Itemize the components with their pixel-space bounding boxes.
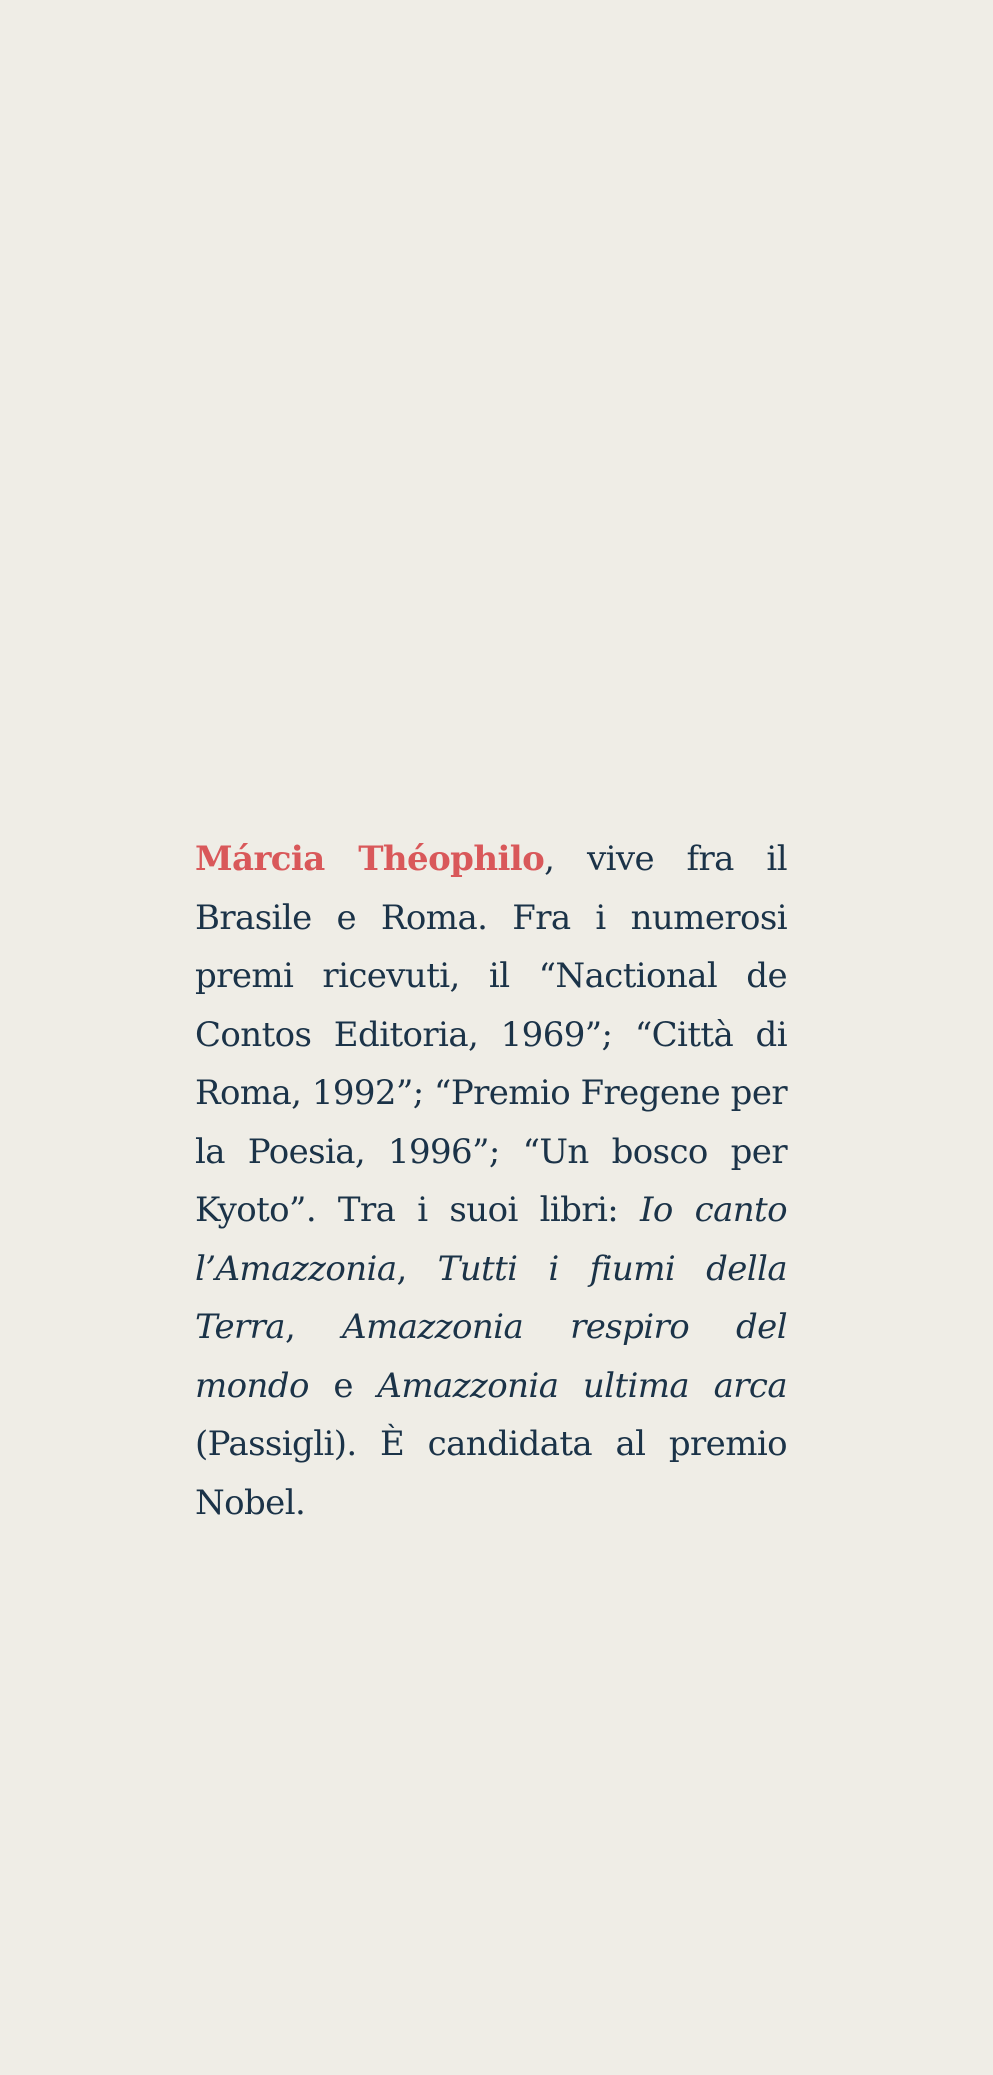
bio-text-3: , [284, 1307, 343, 1347]
bio-text-1: , vive fra il Brasile e Roma. Fra i numerosi premi ricevuti, il “Nactional de Contos Editoria, 1969”; “Città di Roma, 1992”; “Premio Fregene per la Poesia, 1996”; “Un bosco per Kyoto”. Tra i suoi libri: [195, 839, 787, 1230]
bio-text-4: e [308, 1365, 378, 1406]
bio-text-5: (Passigli). È candidata al premio Nobel. [195, 1424, 787, 1523]
bio-text-2: , [396, 1248, 438, 1289]
author-bio [195, 830, 787, 1532]
book-title-tutti-i-fiumi: Tutti i fiumi della Terra [195, 1248, 788, 1347]
author-name: Márcia Théophilo [195, 839, 545, 879]
book-title-amazzonia-ultima-arca: Amazzonia ultima arca [377, 1365, 788, 1406]
book-title-io-canto-lamazzonia: Io canto l’Amazzonia [195, 1190, 787, 1289]
book-title-amazzonia-respiro: Amazzonia respiro del mondo [195, 1307, 787, 1406]
